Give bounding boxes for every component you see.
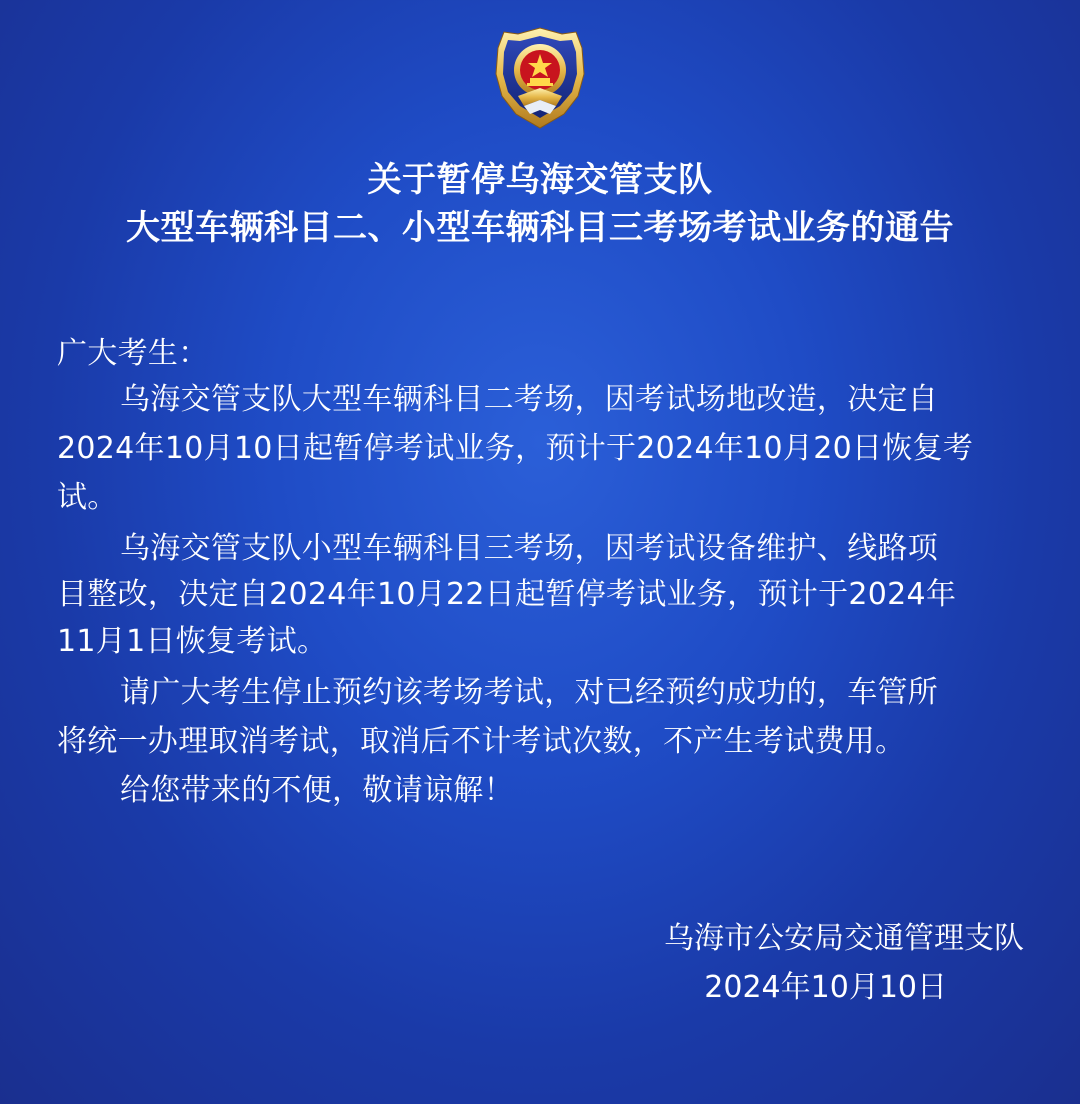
greeting: 广大考生：	[57, 336, 209, 371]
signature-date: 2024年10月10日	[704, 970, 947, 1005]
paragraph-2-line: 11月1日恢复考试。	[57, 624, 328, 659]
paragraph-1-line: 试。	[57, 480, 118, 515]
paragraph-1-line: 2024年10月10日起暂停考试业务，预计于2024年10月20日恢复考	[57, 431, 974, 466]
notice-title-line-1: 关于暂停乌海交管支队	[367, 160, 713, 200]
paragraph-2-line: 乌海交管支队小型车辆科目三考场，因考试设备维护、线路项	[120, 531, 939, 566]
paragraph-2-line: 目整改，决定自2024年10月22日起暂停考试业务，预计于2024年	[57, 577, 957, 612]
signature-organization: 乌海市公安局交通管理支队	[664, 921, 1024, 956]
police-emblem-icon	[490, 26, 590, 130]
paragraph-3-line: 请广大考生停止预约该考场考试，对已经预约成功的，车管所	[120, 675, 939, 710]
notice-title-line-2: 大型车辆科目二、小型车辆科目三考场考试业务的通告	[126, 208, 954, 248]
paragraph-4-line: 给您带来的不便，敬请谅解！	[120, 773, 514, 808]
paragraph-3-line: 将统一办理取消考试，取消后不计考试次数，不产生考试费用。	[57, 724, 906, 759]
paragraph-1-line: 乌海交管支队大型车辆科目二考场，因考试场地改造，决定自	[120, 382, 939, 417]
